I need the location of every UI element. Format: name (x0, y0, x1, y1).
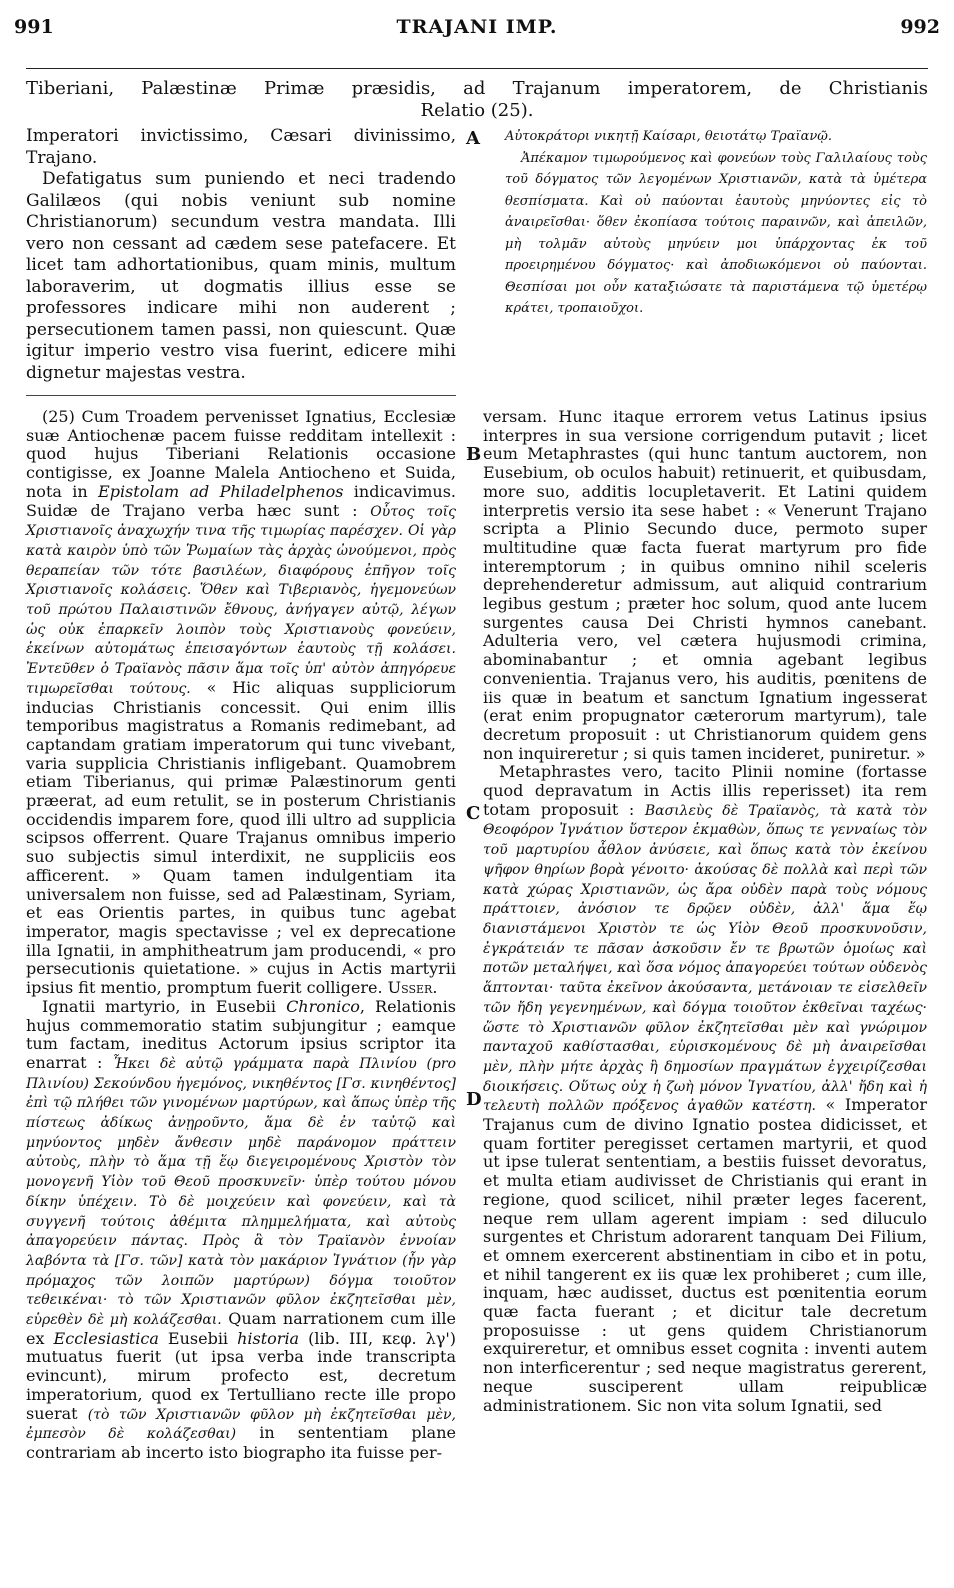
footnote-text: Metaphrastes vero, tacito Plinii nomine (fortasse quod depravatum in Actis illis reperisset) ita rem totam proposuit : (483, 762, 927, 819)
footnote-work-title: historia (237, 1328, 300, 1348)
footnote-greek-quote: Οὗτος τοῖς Χριστιανοῖς ἀναχωχήν τινα τῆς τιμωρίας παρέσχεν. Οἱ γὰρ κατὰ καιρὸν ὑπὸ τῶν Ῥωμαίων τὰς ἀρχὰς ὠνούμενοι, πρὸς θεραπείαν τῶν τότε βασιλέων, διαφόρους ἐπῆγον τοῖς Χριστιανοῖς κολάσεις. Ὅθεν καὶ Τιβεριανὸς, ἡγεμονεύων τοῦ πρώτου Παλαιστινῶν ἔθνους, ἀνήγαγεν αὐτῷ, λέγων ὡς οὐκ ἐπαρκεῖν λοιπὸν τοὺς Χριστιανοὺς φονεύειν, ἐκείνων αὐτομάτως ἑπεισαγόντων ἑαυτοὺς τῇ κολάσει. Ἐντεῦθεν ὁ Τραϊανὸς πᾶσιν ἅμα τοῖς ὑπ' αὐτὸν ἀπηγόρευε τιμωρεῖσθαι τούτους. (26, 503, 456, 697)
footnote-work-title: Ecclesiastica (53, 1328, 159, 1348)
footnote-paragraph (26, 998, 456, 1463)
footnote-greek-quote: (τὸ τῶν Χριστιανῶν φῦλον μὴ ἐκζητεῖσθαι μὲν, ἐμπεσὸν δὲ κολάζεσθαι) (26, 1406, 456, 1443)
latin-letter-body: Defatigatus sum puniendo et neci tradendo Galilæos (qui nobis veniunt sub nomine Christianorum) secundum vestra mandata. Illi vero non cessant ad cædem sese patefacere. Et licet tam adhortationibus, quam minis, multum laboraverim, ut dogmatis illius esse se professores indicare mihi non auderent ; persecutionem tamen passi, non quiescunt. Quæ igitur imperio vestro visa fuerint, edicere mihi dignetur majestas vestra. (26, 169, 456, 383)
footnote-text: « Imperator Trajanus cum de divino Ignatio postea didicisset, et quam fortiter peregisset certamen martyrii, et quod ut ipse tulerat sententiam, a bestiis fuisset devoratus, et multa etiam audivisset de Christianis qui erant in regione, quod scilicet, nihil præter leges facerent, neque rem ullam agerent impiam : sed diluculo surgentes et Christum adorarent tanquam Dei Filium, et omnem exercerent abstinentiam in cibo et in potu, et nihil tangerent ex iis quæ lex prohiberet ; cum ille, inquam, hæc audisset, ductus est pœnitentia eorum quæ facta fuerant ; et dicitur tale decretum proposuisse : ut gens quidem Christianorum exquireretur, et omnibus esset cognita : inventi autem non interficerentur ; sed neque magistratus gererent, neque susciperent ullam reipublicæ administrationem. Sic non vita solum Ignatii, sed (483, 1095, 927, 1415)
footnote-text: « Hic aliquas suppliciorum inducias Christianis concessit. Qui enim illis temporibus magistratus a Romanis redimebant, ad captandam gratiam imperatorum qui tunc vivebant, varia supplicia Christianis infligebant. Quamobrem etiam Tiberianus, qui primæ Palæstinorum genti præerat, ad eum retulit, se in posterum Christianis occidendis imparem fore, quod illi ultro ad supplicia scipsos offerrent. Quare Trajanus omnibus imperio suo subjectis simul interdixit, ne suppliciis eos afficerent. » Quam tamen indulgentiam ita universalem non fuisse, sed ad Palæstinam, Syriam, et eas Orientis partes, in quibus tunc agebat imperator, magis spectavisse ; vel ex deprecatione illa Ignatii, in amphitheatrum jam producendi, « pro persecutionis quietatione. » cujus in Actis martyrii ipsius fit mentio, promptum fuerit colligere. (26, 677, 457, 998)
section-title: Tiberiani, Palæstinæ Primæ præsidis, ad Trajanum imperatorem, de Christianis (26, 78, 928, 99)
footnote-text: Eusebii (167, 1328, 229, 1348)
footnote-text: Ignatii martyrio, in Eusebii (42, 996, 277, 1016)
notes-divider (26, 395, 456, 396)
footnote-text: in sententiam plane contrariam ab incerto isto biographo ita fuisse per- (26, 1423, 456, 1462)
footnote-work-title: Epistolam ad Philadelphenos (98, 481, 344, 501)
greek-salutation: Αὐτοκράτορι νικητῇ Καίσαρι, θειοτάτῳ Τραϊανῷ. (505, 129, 833, 144)
footnote-paragraph (483, 763, 927, 1415)
running-title: TRAJANI IMP. (396, 16, 558, 38)
header-rule (26, 68, 928, 69)
footnote-text: indicavimus. Suidæ de Trajano verba hæc sunt : (26, 481, 457, 520)
footnote-text: (lib. III, κεφ. λγ') mutuatus fuerit (ut ipsa verba inde transcripta evincunt), mirum profecto est, decretum imperatorium, quod ex Tertulliano recte ille propo suerat (26, 1328, 457, 1423)
margin-letter-a: A (466, 128, 480, 149)
footnote-paragraph: versam. Hunc itaque errorem vetus Latinus ipsius interpres in sua versione corrigendum putavit ; licet eum Metaphrastes (qui hunc tantum auctorem, non Eusebium, ob oculos habuit) retinuerit, et quibusdam, more suo, additis locupletaverit. Et Latini quidem interpretis versio ita sese habet : « Venerunt Trajano scripta a Plinio Secundo duce, permoto super multitudine quæ facta fuerat martyrum pro fide interemptorum ; in quibus omnino nihil sceleris deprehenderetur admissum, aut aliquid contrarium legibus gestum ; præter hoc solum, quod ante lucem surgentes causa Dei Christi hymnos canebant. Adulteria vero, vel cætera hujusmodi crimina, abominabantur ; et omnia agebant legibus convenientia. Trajanus vero, his auditis, pœnitens de iis quæ in beatum et sanctum Ignatium ingesserat (erat enim propugnator cæterorum martyrum), tale decretum proposuit : ut Christianorum quidem gens non inquireretur ; si quis tamen incideret, puniretur. » (483, 407, 927, 763)
latin-letter-column (26, 126, 456, 384)
footnote-greek-quote: Βασιλεὺς δὲ Τραϊανὸς, τὰ κατὰ τὸν Θεοφόρον Ἰγνάτιον ὕστερον ἐκμαθὼν, ὅπως τε γενναίως τὸν τοῦ μαρτυρίου ἆθλον ἀνύσειε, καὶ ὅπως κατὰ τὸν ἐκείνου ψῆφον θηρίων βορὰ γένοιτο· ἀκούσας δὲ πολλὰ καὶ περὶ τῶν κατὰ χώρας Χριστιανῶν, ὡς ἄρα οὐδὲν παρὰ τοὺς νόμους πράττοιεν, ἀνόσιον τε δρῷεν οὐδὲν, ἀλλ' ἅμα ἕῳ διανιστάμενοι Χριστὸν τε ὡς Υἱὸν Θεοῦ προσκυνοῦσιν, ἐγκράτειάν τε πᾶσαν ἀσκοῦσιν ἔν τε βρωτῶν ὁμοίως καὶ ποτῶν μεταλήψει, καὶ ὅσα νόμος ἀπαγορεύει τούτων οὐδενὸς ἅπτονται· ταῦτα ἐκεῖνον ἀκούσαντα, μετάνοιαν τε εἰσελθεῖν τῶν ἤδη γεγενημένων, καὶ δόγμα τοιοῦτον ἐκθεῖναι ταχέως· ὥστε τὸ Χριστιανῶν φῦλον ἐκζητεῖσθαι μὲν καὶ γνώριμον πανταχοῦ καθίστασθαι, εὑρισκομένους δὲ μὴ ἀναιρεῖσθαι μὲν, πλὴν μήτε ἀρχὰς ἢ δημοσίων πραγμάτων ἐγχειρίζεσθαι διοικήσεις. Οὕτως οὐχ ἡ ζωὴ μόνον Ἰγνατίου, ἀλλ' ἤδη καὶ ἡ τελευτὴ πολλῶν πρόξενος ἀγαθῶν κατέστη. (483, 802, 927, 1115)
latin-salutation: Imperatori invictissimo, Cæsari divinissimo, Trajano. (26, 126, 456, 168)
footnote-left-column (26, 408, 456, 1463)
footnote-greek-quote: Ἧκει δὲ αὐτῷ γράμματα παρὰ Πλινίου (pro Πλινίου) Σεκούνδου ἡγεμόνος, νικηθέντος [Γσ. κινηθέντος] ἐπὶ τῷ πλήθει τῶν γινομένων μαρτύρων, καὶ ἅπως ὑπὲρ τῆς πίστεως ἀδίκως ἀνῃροῦντο, ἅμα δὲ ἐν ταὐτῷ καὶ μηνύοντος μηδὲν ἄνθεσιν μηδὲ παράνομον πράττειν αὐτοὺς, πλὴν τὸ ἅμα τῇ ἕῳ διεγειρομένους Χριστὸν τὸν μονογενῆ Υἱὸν τοῦ Θεοῦ προσκυνεῖν· ὑπὲρ τούτου μόνου δίκην ὑπέχειν. Τὸ δὲ μοιχεύειν καὶ φονεύειν, καὶ τὰ συγγενῆ τούτοις ἀθέμιτα πλημμελήματα, καὶ αὐτοὺς ἀπαγορεύειν πάντας. Πρὸς ἃ τὸν Τραϊανὸν ἐννοίαν λαβόντα τὰ [Γσ. τῶν] κατὰ τὸν μακάριον Ἰγνάτιον (ἦν γὰρ πρόμαχος τῶν λοιπῶν μαρτύρων) δόγμα τοιοῦτον τεθεικέναι· τὸ τῶν Χριστιανῶν φῦλον ἐκζητεῖσθαι μὲν, εὑρεθὲν δὲ μὴ κολάζεσθαι. (26, 1055, 456, 1329)
page-number-left: 991 (14, 16, 54, 38)
page-number-right: 992 (900, 16, 940, 38)
greek-letter-body: Ἀπέκαμον τιμωρούμενος καὶ φονεύων τοὺς Γαλιλαίους τοὺς τοῦ δόγματος τῶν λεγομένων Χριστιανῶν, κατὰ τὰ ὑμέτερα θεσπίσματα. Καὶ οὐ παύονται ἑαυτοὺς μηνύοντες εἰς τὸ ἀναιρεῖσθαι· ὅθεν ἐκοπίασα τούτοις παραινῶν, καὶ ἀπειλῶν, μὴ τολμᾶν αὐτοὺς μηνύειν μοι ὑπάρχοντας ἐκ τοῦ προειρημένου δόγματος· καὶ ἀποδιωκόμενοι οὐ παύονται. Θεσπίσαι μοι οὖν καταξιώσατε τὰ παριστάμενα τῷ ὑμετέρῳ κράτει, τροπαιοῦχοι. (505, 150, 927, 316)
footnote-text: Quam narrationem cum ille ex (26, 1309, 457, 1348)
greek-letter-column (505, 126, 927, 320)
section-subtitle: Relatio (25). (420, 100, 534, 121)
margin-letter-d: D (466, 1089, 482, 1110)
margin-letter-b: B (466, 444, 482, 465)
running-header (14, 16, 940, 46)
footnote-right-column (483, 408, 927, 1415)
margin-letter-c: C (466, 803, 481, 824)
footnote-text: (25) Cum Troadem pervenisset Ignatius, Ecclesiæ suæ Antiochenæ pacem fuisse redditam intellexit : quod hujus Tiberiani Relationis occasione contigisse, ex Joanne Malela Antiocheno et Suida, nota in (26, 407, 456, 501)
footnote-work-title: Chronico (286, 996, 360, 1016)
footnote-author: Usser. (387, 978, 438, 998)
footnote-text: , Relationis hujus commemoratio statim subjungitur ; eamque tum factam, ineditus Actorum ipsius scriptor ita enarrat : (26, 996, 457, 1072)
footnote-paragraph (26, 408, 456, 998)
